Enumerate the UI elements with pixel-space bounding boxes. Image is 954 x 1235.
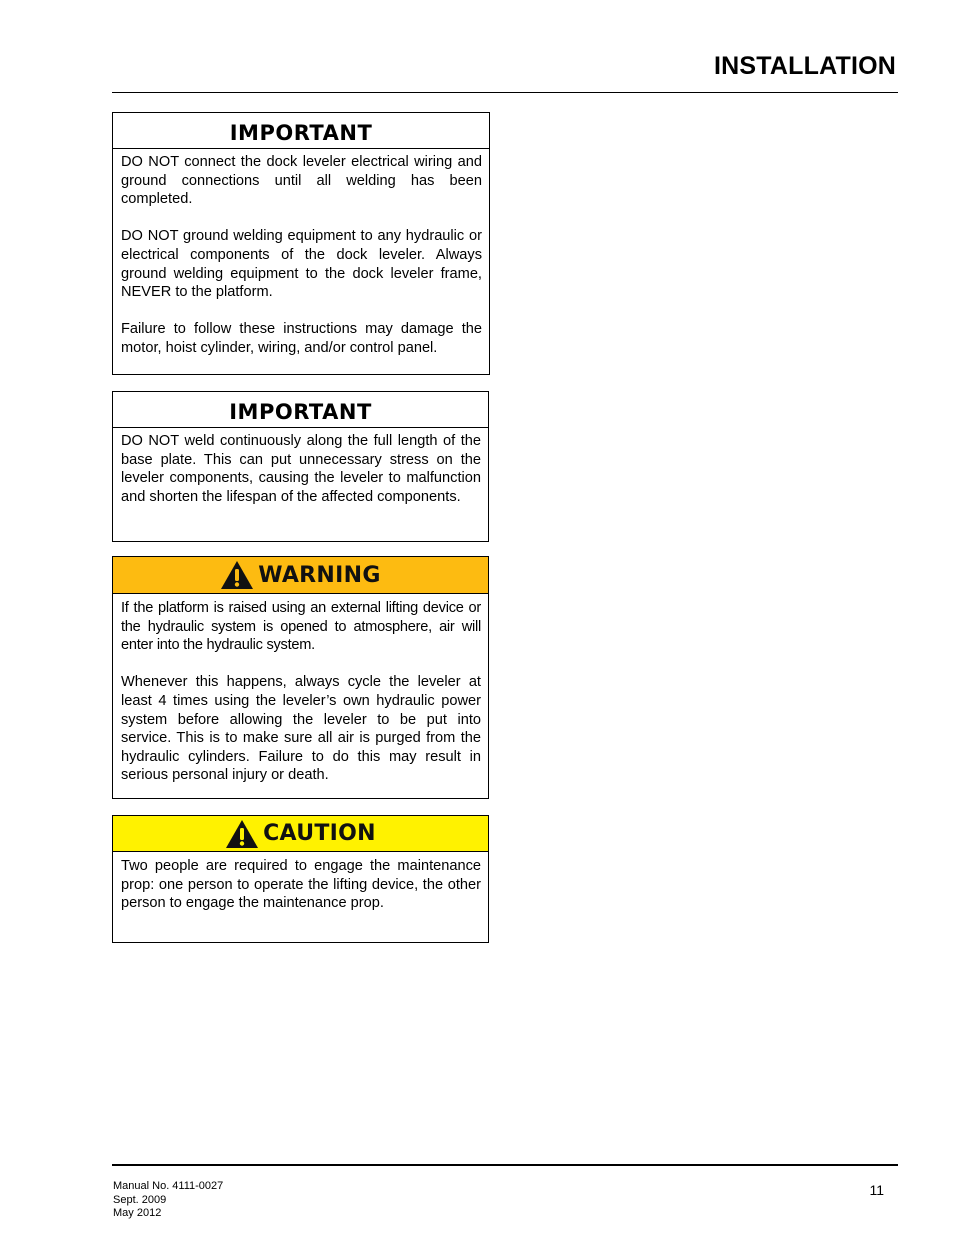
warning-heading: WARNING (258, 562, 381, 588)
notice-paragraph: DO NOT connect the dock leveler electrical wiring and ground connections until all welding has been completed. (121, 154, 482, 208)
important-heading: IMPORTANT (113, 113, 489, 149)
footer-date: Sept. 2009 (113, 1193, 167, 1206)
warning-triangle-icon (225, 819, 259, 849)
notice-paragraph: Whenever this happens, always cycle the leveler at least 4 times using the leveler’s own hydraulic power system before allowing the leveler to be put into service. This is to make sure all air is purged from the hydraulic cylinders. Failure to do this may result in serious personal injury or death. (121, 674, 481, 784)
warning-heading-bar (113, 557, 488, 594)
caution-heading-bar (113, 816, 488, 852)
manual-number: Manual No. 4111-0027 (113, 1180, 224, 1192)
warning-triangle-icon (220, 560, 254, 590)
header-rule (112, 92, 898, 93)
page-number: 11 (869, 1182, 884, 1198)
notice-paragraph: Failure to follow these instructions may damage the motor, hoist cylinder, wiring, and/or control panel. (121, 321, 482, 356)
notice-paragraph: If the platform is raised using an external lifting device or the hydraulic system is opened to atmosphere, air will enter into the hydraulic system. (121, 600, 481, 654)
notice-paragraph: DO NOT ground welding equipment to any hydraulic or electrical components of the dock leveler. Always ground welding equipment to the dock leveler frame, NEVER to the platform. (121, 228, 482, 301)
notice-body (113, 149, 489, 358)
warning-notice (112, 556, 489, 799)
caution-notice (112, 815, 489, 943)
notice-paragraph: DO NOT weld continuously along the full length of the base plate. This can put unnecessary stress on the leveler components, causing the leveler to malfunction and shorten the lifespan of the affected components. (121, 433, 481, 505)
notice-body (113, 852, 488, 913)
important-notice-welding (112, 112, 490, 375)
important-notice-weld-length (112, 391, 489, 542)
notice-body (113, 594, 488, 785)
footer-date: May 2012 (113, 1207, 162, 1219)
page-title: INSTALLATION (713, 52, 896, 80)
footer-info (113, 1180, 223, 1221)
important-heading: IMPORTANT (113, 392, 488, 428)
caution-heading: CAUTION (263, 821, 376, 846)
notice-body (113, 428, 488, 506)
footer-rule (112, 1164, 898, 1166)
notice-paragraph: Two people are required to engage the maintenance prop: one person to operate the lifting device, the other person to engage the maintenance prop. (121, 858, 481, 912)
